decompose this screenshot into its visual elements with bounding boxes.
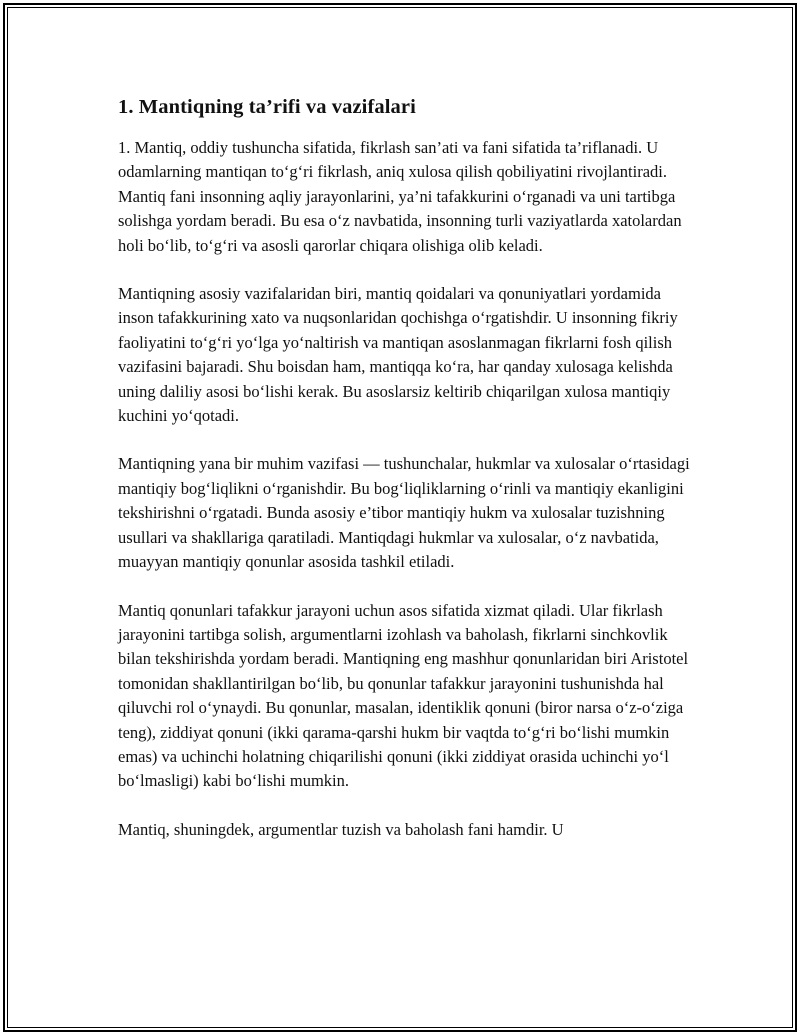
document-body bbox=[118, 92, 690, 866]
section-heading: 1. Mantiqning ta’rifi va vazifalari bbox=[118, 96, 416, 118]
paragraph-3: Mantiqning yana bir muhim vazifasi — tushunchalar, hukmlar va xulosalar o‘rtasidagi mantiqiy bog‘liqlikni o‘rganishdir. Bu bog‘liqliklarning o‘rinli va mantiqiy ekanligini tekshirishni o‘rgatadi. Bunda asosiy e’tibor mantiqiy hukm va xulosalar tuzishning usullari va shakllariga qaratiladi. Mantiqdagi hukmlar va xulosalar, o‘z navbatida, muayyan mantiqiy qonunlar asosida tashkil etiladi. bbox=[118, 454, 690, 572]
paragraph-2: Mantiqning asosiy vazifalaridan biri, mantiq qoidalari va qonuniyatlari yordamida inson tafakkurining xato va nuqsonlaridan qochishga o‘rgatishdir. U insonning fikriy faoliyatini to‘g‘ri yo‘lga yo‘naltirish va mantiqan asoslanmagan fikrlarni fosh qilish vazifasini bajaradi. Shu boisdan ham, mantiqqa ko‘ra, har qanday xulosaga kelishda uning daliliy asosi bo‘lishi kerak. Bu asoslarsiz keltirib chiqarilgan xulosa mantiqiy kuchini yo‘qotadi. bbox=[118, 284, 678, 426]
paragraph-1: 1. Mantiq, oddiy tushuncha sifatida, fikrlash san’ati va fani sifatida ta’riflanadi. U odamlarning mantiqan to‘g‘ri fikrlash, aniq xulosa qilish qobiliyatini rivojlantiradi. Mantiq fani insonning aqliy jarayonlarini, ya’ni tafakkurini o‘rganadi va uni tartibga solishga yordam beradi. Bu esa o‘z navbatida, insonning turli vaziyatlarda xatolardan holi bo‘lib, to‘g‘ri va asosli qarorlar chiqara olishiga olib keladi. bbox=[118, 138, 682, 255]
paragraph-5: Mantiq, shuningdek, argumentlar tuzish va baholash fani hamdir. U bbox=[118, 819, 564, 839]
paragraph-4: Mantiq qonunlari tafakkur jarayoni uchun asos sifatida xizmat qiladi. Ular fikrlash jarayonini tartibga solish, argumentlarni izohlash va baholash, fikrlarni sinchkovlik bilan tekshirishda yordam beradi. Mantiqning eng mashhur qonunlaridan biri Aristotel tomonidan shakllantirilgan bo‘lib, bu qonunlar tafakkur jarayonini tushunishda hal qiluvchi rol o‘ynaydi. Bu qonunlar, masalan, identiklik qonuni (biror narsa o‘z-o‘ziga teng), ziddiyat qonuni (ikki qarama-qarshi hukm bir vaqtda to‘g‘ri bo‘lishi mumkin emas) va uchinchi holatning chiqarilishi qonuni (ikki ziddiyat orasida uchinchi yo‘l bo‘lmasligi) kabi bo‘lishi mumkin. bbox=[118, 600, 689, 791]
